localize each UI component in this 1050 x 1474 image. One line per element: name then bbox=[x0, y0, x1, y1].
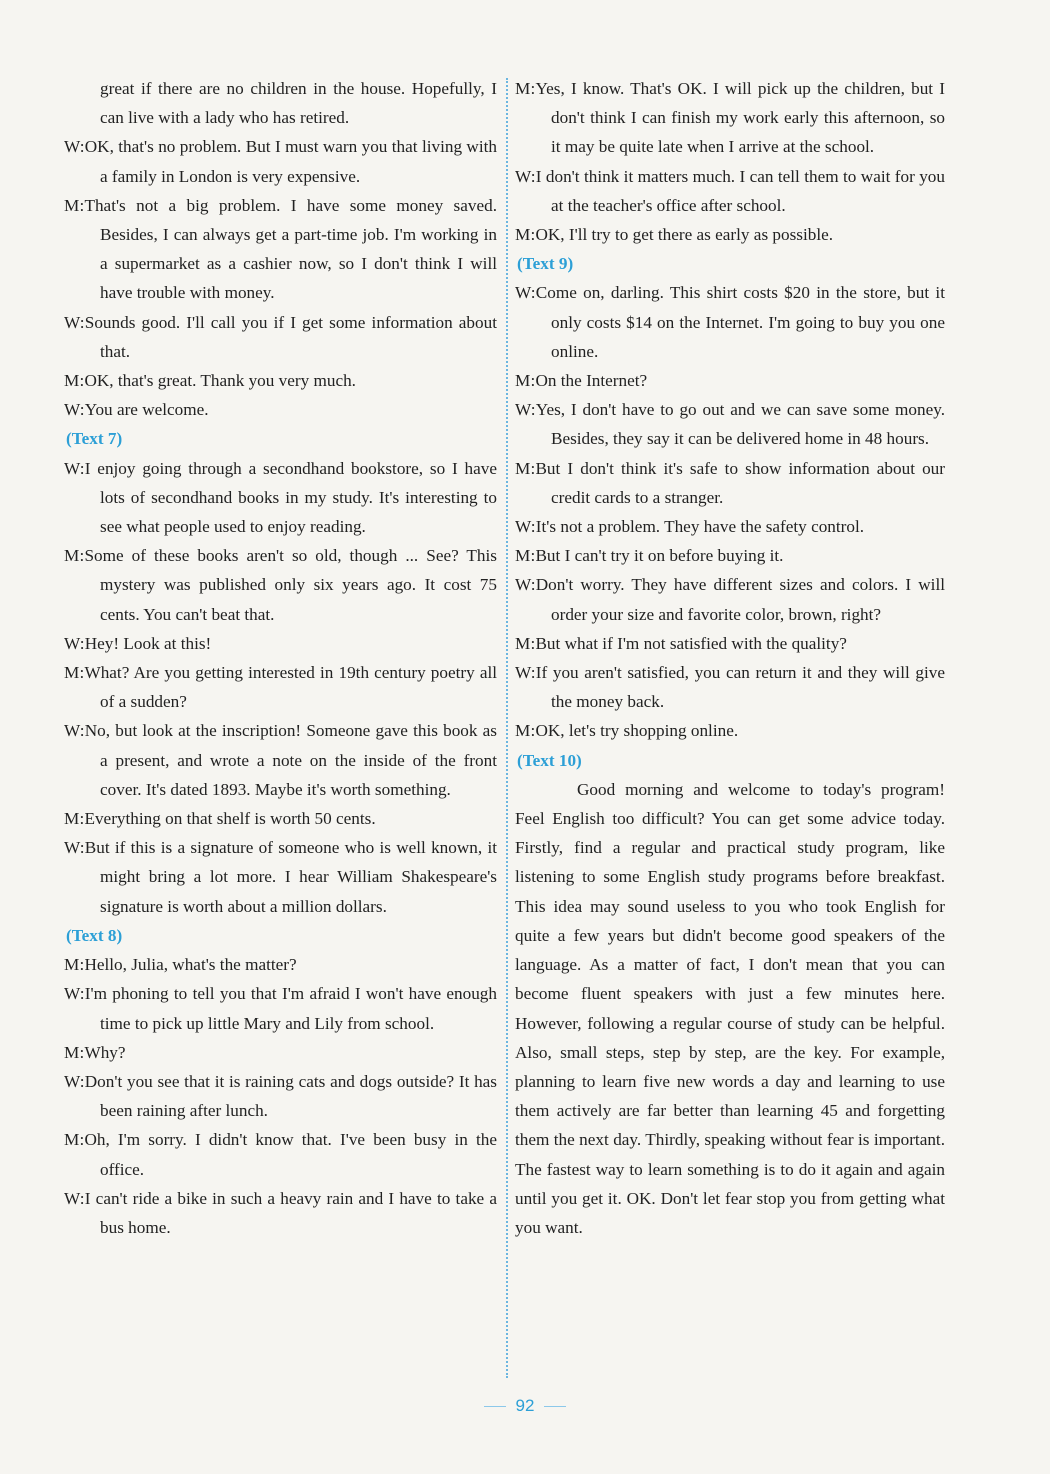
turn-text: Why? bbox=[84, 1042, 126, 1062]
speaker-label: M: bbox=[64, 546, 85, 566]
turn-text: Yes, I know. That's OK. I will pick up the children, but I don't think I can finish my work early this afternoon, so it may be quite late when I arrive at the school. bbox=[535, 79, 945, 157]
turn-text: OK, let's try shopping online. bbox=[535, 721, 739, 741]
dialogue-turn bbox=[64, 804, 497, 833]
column-divider bbox=[506, 78, 508, 1378]
dialogue-turn bbox=[64, 1038, 497, 1067]
dialogue-turn bbox=[64, 366, 497, 395]
dialogue-turn bbox=[515, 220, 945, 249]
turn-text: Hey! Look at this! bbox=[84, 633, 212, 653]
turn-text: Oh, I'm sorry. I didn't know that. I've been busy in the office. bbox=[84, 1130, 497, 1179]
dialogue-turn bbox=[64, 541, 497, 629]
turn-text: OK, I'll try to get there as early as possible. bbox=[535, 225, 834, 245]
dialogue-turn bbox=[64, 1067, 497, 1125]
turn-text: If you aren't satisfied, you can return it and they will give the money back. bbox=[535, 663, 945, 712]
turn-text: Hello, Julia, what's the matter? bbox=[84, 955, 297, 975]
dialogue-turn bbox=[515, 629, 945, 658]
dialogue-turn bbox=[64, 1125, 497, 1183]
page-number: 92 bbox=[515, 1396, 535, 1415]
turn-text: OK, that's great. Thank you very much. bbox=[84, 371, 356, 391]
turn-text: I'm phoning to tell you that I'm afraid I won't have enough time to pick up little Mary and Lily from school. bbox=[84, 984, 497, 1033]
speaker-label: W: bbox=[64, 400, 85, 420]
monologue-paragraph: Good morning and welcome to today's program! Feel English too difficult? You can get some advice today. Firstly, find a regular and practical study program, like listening to some English study programs before breakfast. This idea may sound useless to you who took English for quite a few years but didn't become good speakers of the language. As a matter of fact, I don't mean that you can become fluent speakers with just a few minutes here. However, following a regular course of study can be helpful. Also, small steps, step by step, are the key. For example, planning to learn five new words a day and learning to use them actively are far better than learning 45 and forgetting them the next day. Thirdly, speaking without fear is important. The fastest way to learn something is to do it again and again until you get it. OK. Don't let fear stop you from getting what you want. bbox=[515, 779, 945, 1237]
dialogue-turn bbox=[515, 74, 945, 162]
speaker-label: M: bbox=[515, 546, 536, 566]
turn-text: Don't worry. They have different sizes and colors. I will order your size and favorite color, brown, right? bbox=[535, 575, 945, 624]
dialogue-turn bbox=[515, 366, 945, 395]
turn-text: What? Are you getting interested in 19th century poetry all of a sudden? bbox=[84, 663, 497, 712]
page-footer bbox=[0, 1396, 1050, 1416]
speaker-label: W: bbox=[515, 283, 536, 303]
speaker-label: M: bbox=[64, 195, 85, 215]
dialogue-turn bbox=[515, 162, 945, 220]
speaker-label: W: bbox=[64, 984, 85, 1004]
turn-text: Sounds good. I'll call you if I get some information about that. bbox=[84, 312, 497, 361]
dialogue-turn bbox=[64, 308, 497, 366]
speaker-label: M: bbox=[515, 225, 536, 245]
turn-text: I don't think it matters much. I can tell them to wait for you at the teacher's office after school. bbox=[535, 166, 945, 215]
speaker-label: W: bbox=[64, 137, 85, 157]
dialogue-turn bbox=[515, 716, 945, 745]
dialogue-turn bbox=[515, 570, 945, 628]
speaker-label: W: bbox=[64, 721, 85, 741]
right-column bbox=[515, 74, 945, 1242]
dialogue-turn bbox=[64, 833, 497, 921]
speaker-label: W: bbox=[515, 166, 536, 186]
speaker-label: M: bbox=[64, 955, 85, 975]
footer-dash-right bbox=[544, 1406, 566, 1407]
speaker-label: M: bbox=[515, 458, 536, 478]
speaker-label: M: bbox=[515, 721, 536, 741]
dialogue-turn bbox=[64, 658, 497, 716]
speaker-label: W: bbox=[64, 458, 85, 478]
speaker-label: M: bbox=[64, 1130, 85, 1150]
turn-text: Don't you see that it is raining cats and dogs outside? It has been raining after lunch. bbox=[84, 1071, 497, 1121]
speaker-label: W: bbox=[64, 838, 85, 858]
left-column bbox=[64, 74, 497, 1242]
dialogue-turn bbox=[64, 395, 497, 424]
dialogue-turn bbox=[515, 454, 945, 512]
dialogue-turn bbox=[515, 395, 945, 453]
dialogue-turn bbox=[64, 716, 497, 804]
speaker-label: W: bbox=[515, 575, 536, 595]
turn-text: OK, that's no problem. But I must warn you that living with a family in London is very expensive. bbox=[84, 137, 497, 186]
speaker-label: W: bbox=[515, 517, 536, 537]
speaker-label: W: bbox=[64, 633, 85, 653]
speaker-label: W: bbox=[64, 1188, 85, 1208]
speaker-label: M: bbox=[515, 371, 536, 391]
turn-text: Come on, darling. This shirt costs $20 in the store, but it only costs $14 on the Internet. I'm going to buy you one online. bbox=[535, 283, 945, 361]
dialogue-turn bbox=[515, 278, 945, 366]
turn-text: But what if I'm not satisfied with the quality? bbox=[535, 633, 847, 653]
dialogue-turn bbox=[64, 629, 497, 658]
continued-text: great if there are no children in the house. Hopefully, I can live with a lady who has retired. bbox=[100, 79, 497, 128]
turn-text: But I can't try it on before buying it. bbox=[535, 546, 784, 566]
speaker-label: M: bbox=[515, 79, 536, 98]
turn-text: Some of these books aren't so old, though ... See? This mystery was published only six years ago. It cost 75 cents. You can't beat that. bbox=[84, 546, 497, 624]
turn-text: You are welcome. bbox=[84, 400, 209, 420]
turn-text: I can't ride a bike in such a heavy rain and I have to take a bus home. bbox=[84, 1188, 497, 1237]
dialogue-turn bbox=[64, 191, 497, 308]
dialogue-turn bbox=[64, 132, 497, 190]
speaker-label: M: bbox=[64, 809, 85, 829]
dialogue-turn bbox=[64, 950, 497, 979]
turn-text: That's not a big problem. I have some money saved. Besides, I can always get a part-time job. I'm working in a supermarket as a cashier now, so I don't think I will have trouble with money. bbox=[84, 195, 497, 303]
speaker-label: W: bbox=[515, 400, 536, 420]
dialogue-turn bbox=[64, 979, 497, 1037]
dialogue-turn bbox=[64, 454, 497, 542]
dialogue-turn bbox=[515, 512, 945, 541]
turn-text: No, but look at the inscription! Someone gave this book as a present, and wrote a note on the inside of the front cover. It's dated 1893. Maybe it's worth something. bbox=[84, 721, 497, 799]
turn-text: Yes, I don't have to go out and we can save some money. Besides, they say it can be delivered home in 48 hours. bbox=[535, 400, 945, 449]
dialogue-turn bbox=[64, 1184, 497, 1242]
turn-text: It's not a problem. They have the safety control. bbox=[535, 517, 865, 537]
section-heading: (Text 10) bbox=[517, 750, 582, 770]
speaker-label: W: bbox=[64, 312, 85, 332]
section-heading: (Text 7) bbox=[66, 429, 123, 449]
section-heading: (Text 8) bbox=[66, 925, 123, 945]
speaker-label: W: bbox=[64, 1071, 85, 1091]
turn-text: On the Internet? bbox=[535, 371, 648, 391]
turn-text: But I don't think it's safe to show information about our credit cards to a stranger. bbox=[535, 458, 945, 507]
speaker-label: M: bbox=[515, 633, 536, 653]
turn-text: But if this is a signature of someone who is well known, it might bring a lot more. I hear William Shakespeare's signature is worth about a million dollars. bbox=[84, 838, 497, 916]
speaker-label: M: bbox=[64, 663, 85, 683]
turn-text: I enjoy going through a secondhand bookstore, so I have lots of secondhand books in my study. It's interesting to see what people used to enjoy reading. bbox=[84, 458, 497, 537]
dialogue-turn bbox=[515, 658, 945, 716]
speaker-label: M: bbox=[64, 1042, 85, 1062]
footer-dash-left bbox=[484, 1406, 506, 1407]
turn-text: Everything on that shelf is worth 50 cents. bbox=[84, 809, 376, 829]
section-heading: (Text 9) bbox=[517, 254, 574, 274]
dialogue-turn bbox=[515, 541, 945, 570]
speaker-label: W: bbox=[515, 663, 536, 683]
speaker-label: M: bbox=[64, 371, 85, 391]
